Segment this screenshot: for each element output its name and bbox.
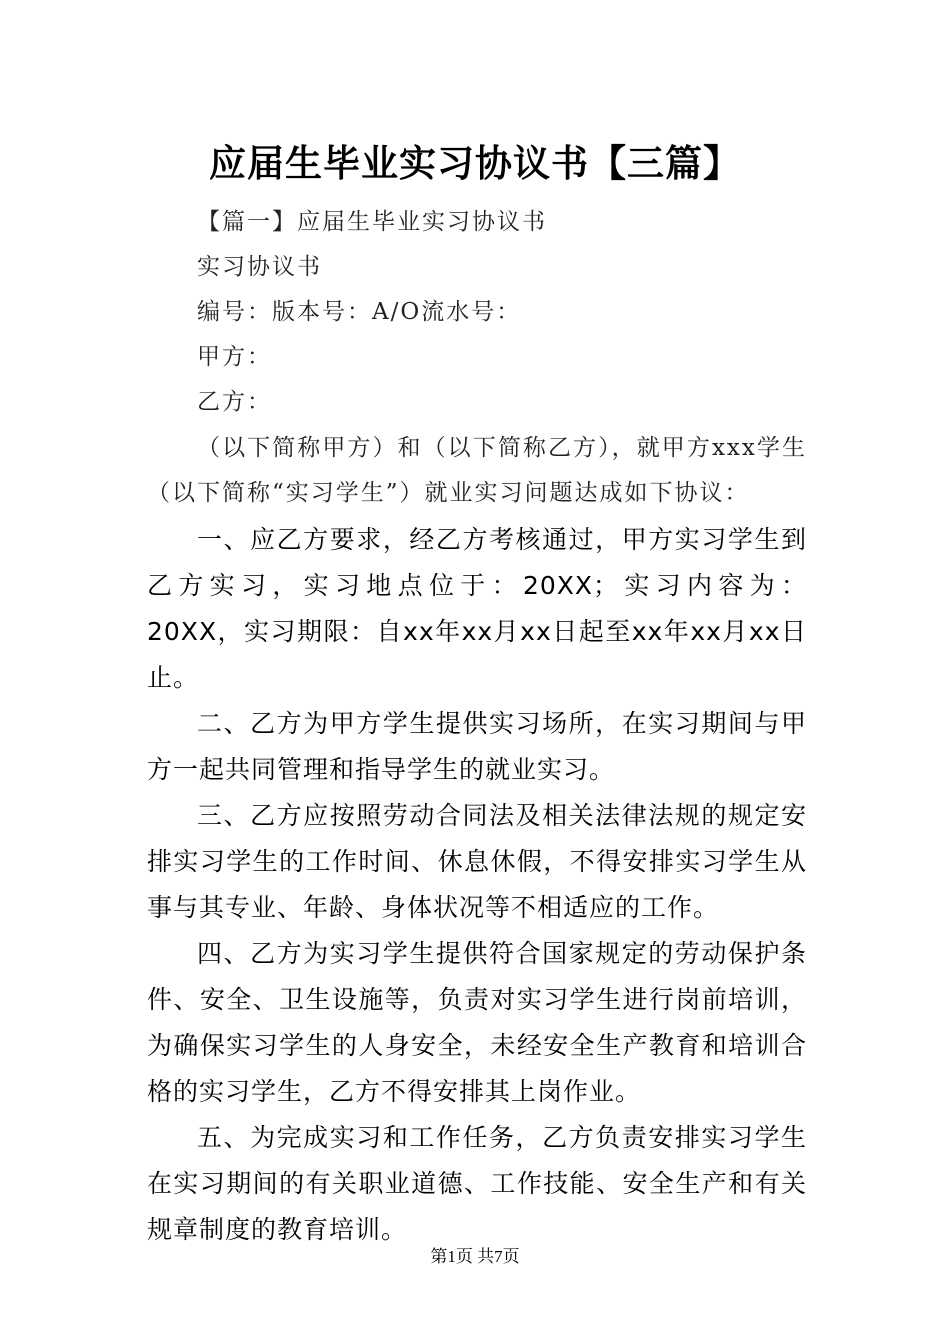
party-b-line: 乙方： — [197, 389, 272, 415]
page-number-footer: 第1页 共7页 — [430, 1247, 520, 1266]
clause-paragraph-1: 一、应乙方要求，经乙方考核通过，甲方实习学生到乙方实习，实习地点位于：20XX；实习内容为：20XX，实习期限：自xx年xx月xx日起至xx年xx月xx日止。 — [147, 525, 807, 692]
document-title: 应届生毕业实习协议书【三篇】 — [209, 141, 741, 185]
agreement-subtitle: 实习协议书 — [197, 254, 322, 280]
clause-paragraph-5: 五、为完成实习和工作任务，乙方负责安排实习学生在实习期间的有关职业道德、工作技能、安全生产和有关规章制度的教育培训。 — [147, 1123, 807, 1244]
clause-paragraph-2: 二、乙方为甲方学生提供实习场所，在实习期间与甲方一起共同管理和指导学生的就业实习。 — [147, 709, 807, 784]
document-body — [147, 200, 807, 1253]
clause-paragraph-3: 三、乙方应按照劳动合同法及相关法律法规的规定安排实习学生的工作时间、休息休假，不得安排实习学生从事与其专业、年龄、身体状况等不相适应的工作。 — [147, 801, 807, 922]
clause-paragraph-4: 四、乙方为实习学生提供符合国家规定的劳动保护条件、安全、卫生设施等，负责对实习学生进行岗前培训，为确保实习学生的人身安全，未经安全生产教育和培训合格的实习学生，乙方不得安排其上岗作业。 — [147, 939, 807, 1106]
intro-paragraph: （以下简称甲方）和（以下简称乙方），就甲方xxx学生（以下简称“实习学生”）就业实习问题达成如下协议： — [147, 435, 807, 506]
section-heading: 【篇一】应届生毕业实习协议书 — [197, 209, 547, 235]
party-a-line: 甲方： — [197, 344, 272, 370]
number-line: 编号：版本号：A/O流水号： — [197, 299, 522, 325]
